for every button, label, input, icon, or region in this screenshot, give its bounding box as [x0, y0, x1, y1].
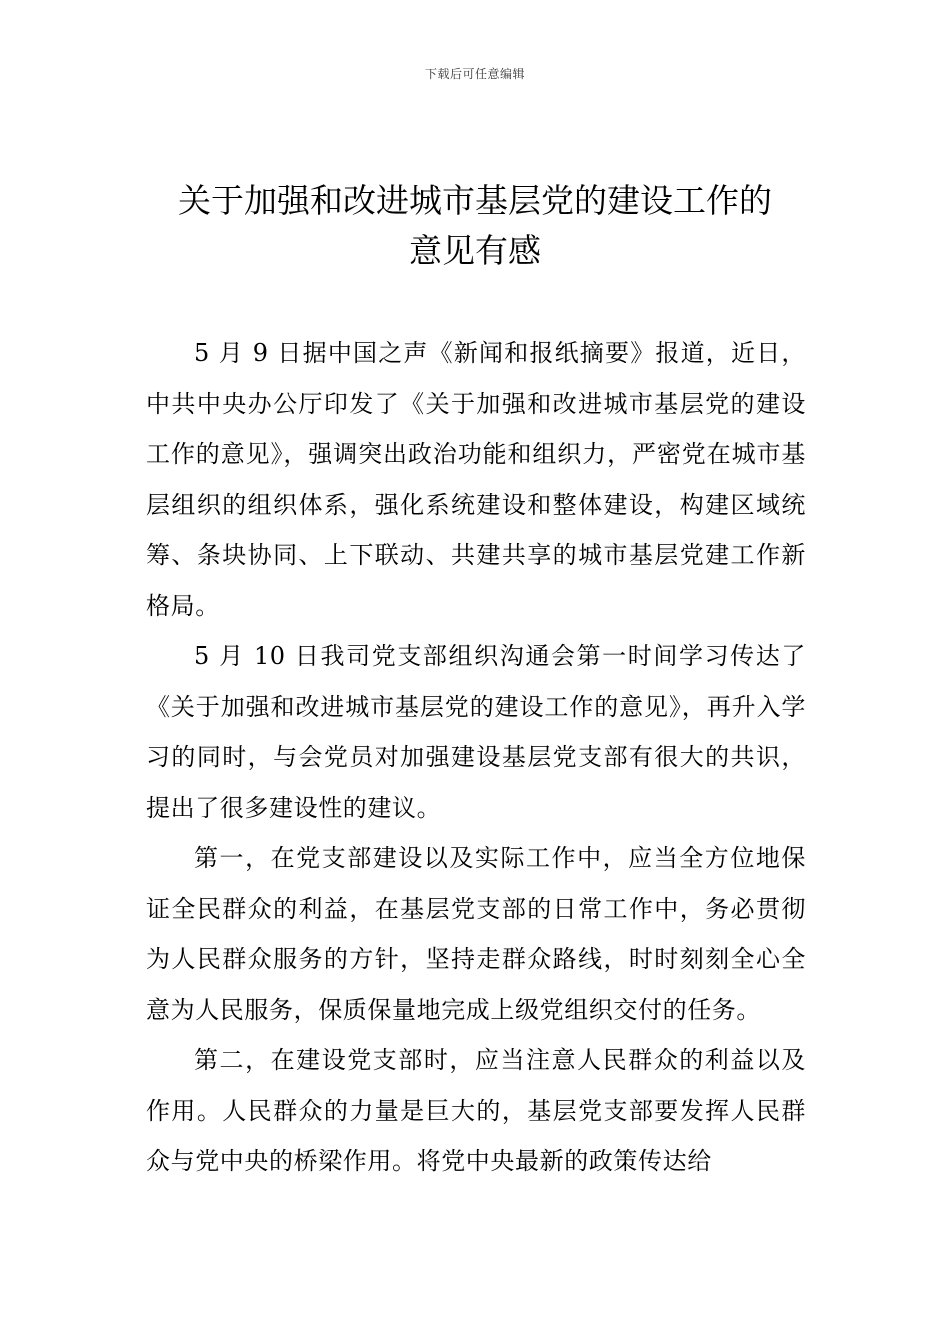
- paragraph-3: 第一，在党支部建设以及实际工作中，应当全方位地保证全民群众的利益，在基层党支部的日常工作中，务必贯彻为人民群众服务的方针，坚持走群众路线，时时刻刻全心全意为人民服务，保质保量地完成上级党组织交付的任务。: [146, 844, 806, 1024]
- paragraph-1: 5 月 9 日据中国之声《新闻和报纸摘要》报道，近日，中共中央办公厅印发了《关于加强和改进城市基层党的建设工作的意见》，强调突出政治功能和组织力，严密党在城市基层组织的组织体系，强化系统建设和整体建设，构建区域统筹、条块协同、上下联动、共建共享的城市基层党建工作新格局。: [146, 339, 806, 620]
- document-body: [146, 328, 806, 1187]
- header-note: 下载后可任意编辑: [424, 67, 525, 81]
- title-line-1: 关于加强和改进城市基层党的建设工作的: [178, 181, 772, 220]
- paragraph-4: 第二，在建设党支部时，应当注意人民群众的利益以及作用。人民群众的力量是巨大的，基层党支部要发挥人民群众与党中央的桥梁作用。将党中央最新的政策传达给: [146, 1046, 806, 1175]
- document-title: [140, 176, 810, 276]
- paragraph-2: 5 月 10 日我司党支部组织沟通会第一时间学习传达了《关于加强和改进城市基层党的建设工作的意见》，再升入学习的同时，与会党员对加强建设基层党支部有很大的共识，提出了很多建设性的建议。: [146, 642, 806, 822]
- title-line-2: 意见有感: [409, 231, 541, 270]
